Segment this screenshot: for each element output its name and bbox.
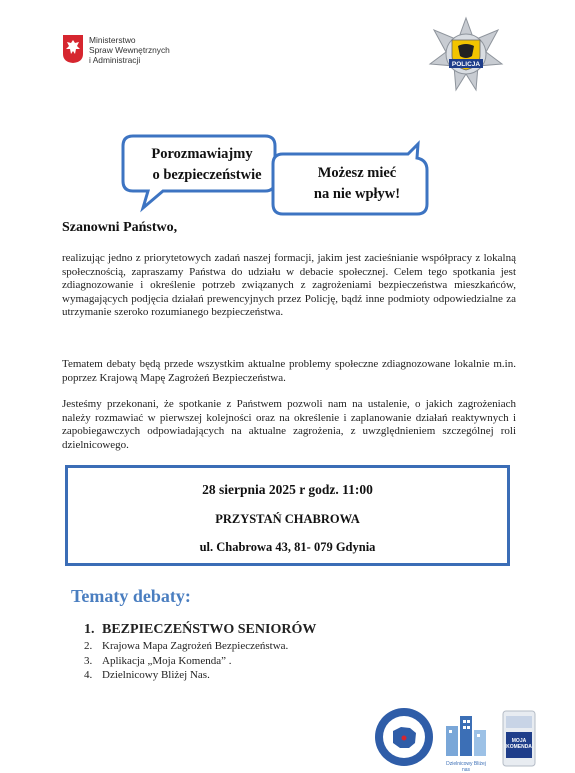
topic-item bbox=[84, 668, 404, 683]
topic-item bbox=[84, 654, 404, 669]
dzielnicowy-logo bbox=[442, 712, 490, 773]
topic-item bbox=[84, 621, 404, 639]
buildings-icon bbox=[442, 712, 490, 756]
event-place: PRZYSTAŃ CHABROWA bbox=[215, 512, 360, 526]
topic-number: 2. bbox=[84, 640, 93, 652]
ministry-logo bbox=[62, 34, 222, 74]
event-address: ul. Chabrowa 43, 81- 079 Gdynia bbox=[199, 540, 376, 554]
topics-list bbox=[84, 621, 404, 683]
dzielnicowy-label: Dzielnicowy Bliżej nas bbox=[446, 761, 486, 773]
paragraph-intro: realizując jedno z priorytetowych zadań naszej formacji, jakim jest zacieśnianie współpracy z lokalną społecznością, zapraszamy Państwa do udziału w debacie społecznej. Celem tego spotkania jest zdiagnozowanie i określenie potrzeb związanych z zagrożeniami bezpieczeństwa mieszkańców, wymagających podjęcia działań prewencyjnych przez Policję, bądź inne podmioty odpowiedzialne za utrzymanie szeroko rozumianego bezpieczeństwa. bbox=[62, 252, 516, 319]
moja-komenda-logo bbox=[502, 710, 536, 767]
topic-item bbox=[84, 639, 404, 654]
paragraph-topic: Tematem debaty będą przede wszystkim aktualne problemy społeczne zdiagnozowane lokalnie m.in. poprzez Krajową Mapę Zagrożeń Bezpieczeństwa. bbox=[62, 358, 516, 384]
polish-eagle-icon bbox=[62, 34, 84, 64]
bubble-right-line2: na nie wpływ! bbox=[313, 186, 401, 202]
event-datetime: 28 sierpnia 2025 r godz. 11:00 bbox=[202, 482, 373, 497]
topic-label: BEZPIECZEŃSTWO SENIORÓW bbox=[102, 622, 317, 637]
moja-komenda-label: MOJA KOMENDA bbox=[506, 738, 532, 750]
topic-number: 3. bbox=[84, 654, 93, 667]
topic-label: Aplikacja „Moja Komenda” . bbox=[102, 654, 232, 667]
police-label: POLICJA bbox=[451, 61, 481, 68]
topic-number: 1. bbox=[84, 622, 95, 637]
topics-title: Tematy debaty: bbox=[71, 586, 191, 606]
bubble-left-line2: o bezpieczeństwie bbox=[152, 167, 262, 183]
topic-label: Krajowa Mapa Zagrożeń Bezpieczeństwa. bbox=[102, 640, 289, 652]
debate-circle-logo-icon bbox=[374, 707, 434, 767]
bubble-right-line1: Możesz mieć bbox=[317, 165, 397, 181]
topic-number: 4. bbox=[84, 669, 93, 681]
event-details-box bbox=[65, 465, 510, 566]
speech-bubbles bbox=[115, 126, 435, 226]
topic-label: Dzielnicowy Bliżej Nas. bbox=[102, 669, 210, 681]
police-star-badge-icon bbox=[428, 16, 504, 92]
ministry-name: Ministerstwo Spraw Wewnętrznych i Administracji bbox=[89, 35, 170, 65]
paragraph-conviction: Jesteśmy przekonani, że spotkanie z Państwem pozwoli nam na ustalenie, o jakich zagrożeniach należy rozmawiać w pierwszej kolejności oraz na określenie i zaplanowanie działań reaktywnych i zapobiegawczych odpowiadających na aktualne zagrożenia, z uwzględnieniem szczególnej roli dzielnicowego. bbox=[62, 398, 516, 451]
bubble-left-line1: Porozmawiajmy bbox=[151, 146, 253, 162]
greeting: Szanowni Państwo, bbox=[62, 220, 178, 235]
